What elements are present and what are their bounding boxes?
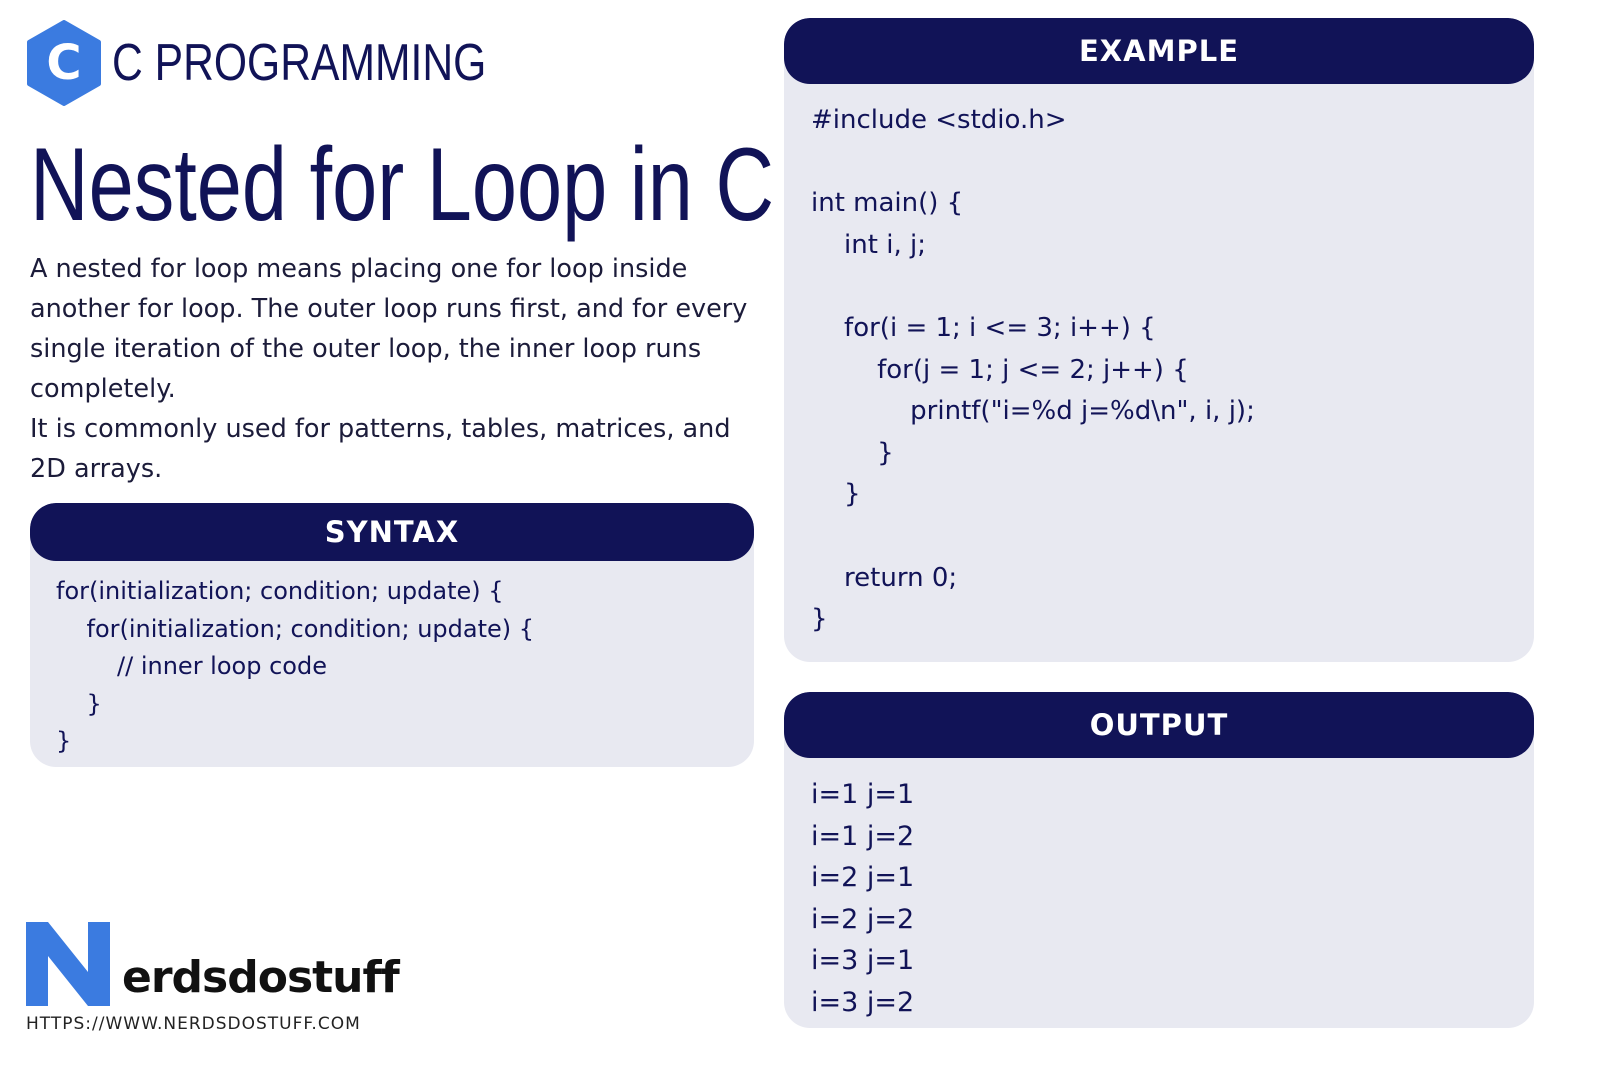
example-heading: EXAMPLE bbox=[784, 18, 1534, 84]
page-title: Nested for Loop in C bbox=[30, 127, 775, 243]
intro-text bbox=[30, 249, 750, 489]
n-logo-icon bbox=[26, 922, 110, 1006]
c-logo-icon bbox=[26, 20, 102, 106]
output-line: i=3 j=1 bbox=[811, 945, 915, 977]
logo-wordmark: erdsdostuff bbox=[122, 952, 399, 1003]
intro-paragraph-1: A nested for loop means placing one for loop inside another for loop. The outer loop runs first, and for every single iteration of the outer loop, the inner loop runs completely. bbox=[30, 254, 748, 404]
output-line: i=1 j=1 bbox=[811, 779, 915, 810]
syntax-card bbox=[30, 503, 754, 767]
website-url[interactable]: HTTPS://WWW.NERDSDOSTUFF.COM bbox=[26, 1014, 361, 1034]
intro-paragraph-2: It is commonly used for patterns, tables, matrices, and 2D arrays. bbox=[30, 414, 731, 484]
output-card bbox=[784, 692, 1534, 1028]
example-code: #include <stdio.h> int main() { int i, j; for(i = 1; i <= 3; i++) { for(j = 1; j <= 2; j++) { printf("i=%d j=%d\n", i, j); } } return 0; } bbox=[811, 105, 1255, 635]
output-line: i=1 j=2 bbox=[811, 820, 915, 852]
brand-header bbox=[26, 20, 568, 106]
brand-name: C PROGRAMMING bbox=[112, 34, 487, 92]
syntax-heading: SYNTAX bbox=[30, 503, 754, 561]
output-line: i=3 j=2 bbox=[811, 986, 915, 1018]
example-card bbox=[784, 18, 1534, 662]
output-line: i=2 j=2 bbox=[811, 903, 915, 935]
output-list bbox=[784, 758, 1534, 1024]
c-logo-letter: C bbox=[46, 35, 82, 91]
nerdsdostuff-logo bbox=[26, 922, 399, 1012]
output-heading: OUTPUT bbox=[784, 692, 1534, 758]
syntax-code: for(initialization; condition; update) { for(initialization; condition; update) { // inner loop code } } bbox=[56, 577, 535, 755]
output-line: i=2 j=1 bbox=[811, 862, 915, 894]
